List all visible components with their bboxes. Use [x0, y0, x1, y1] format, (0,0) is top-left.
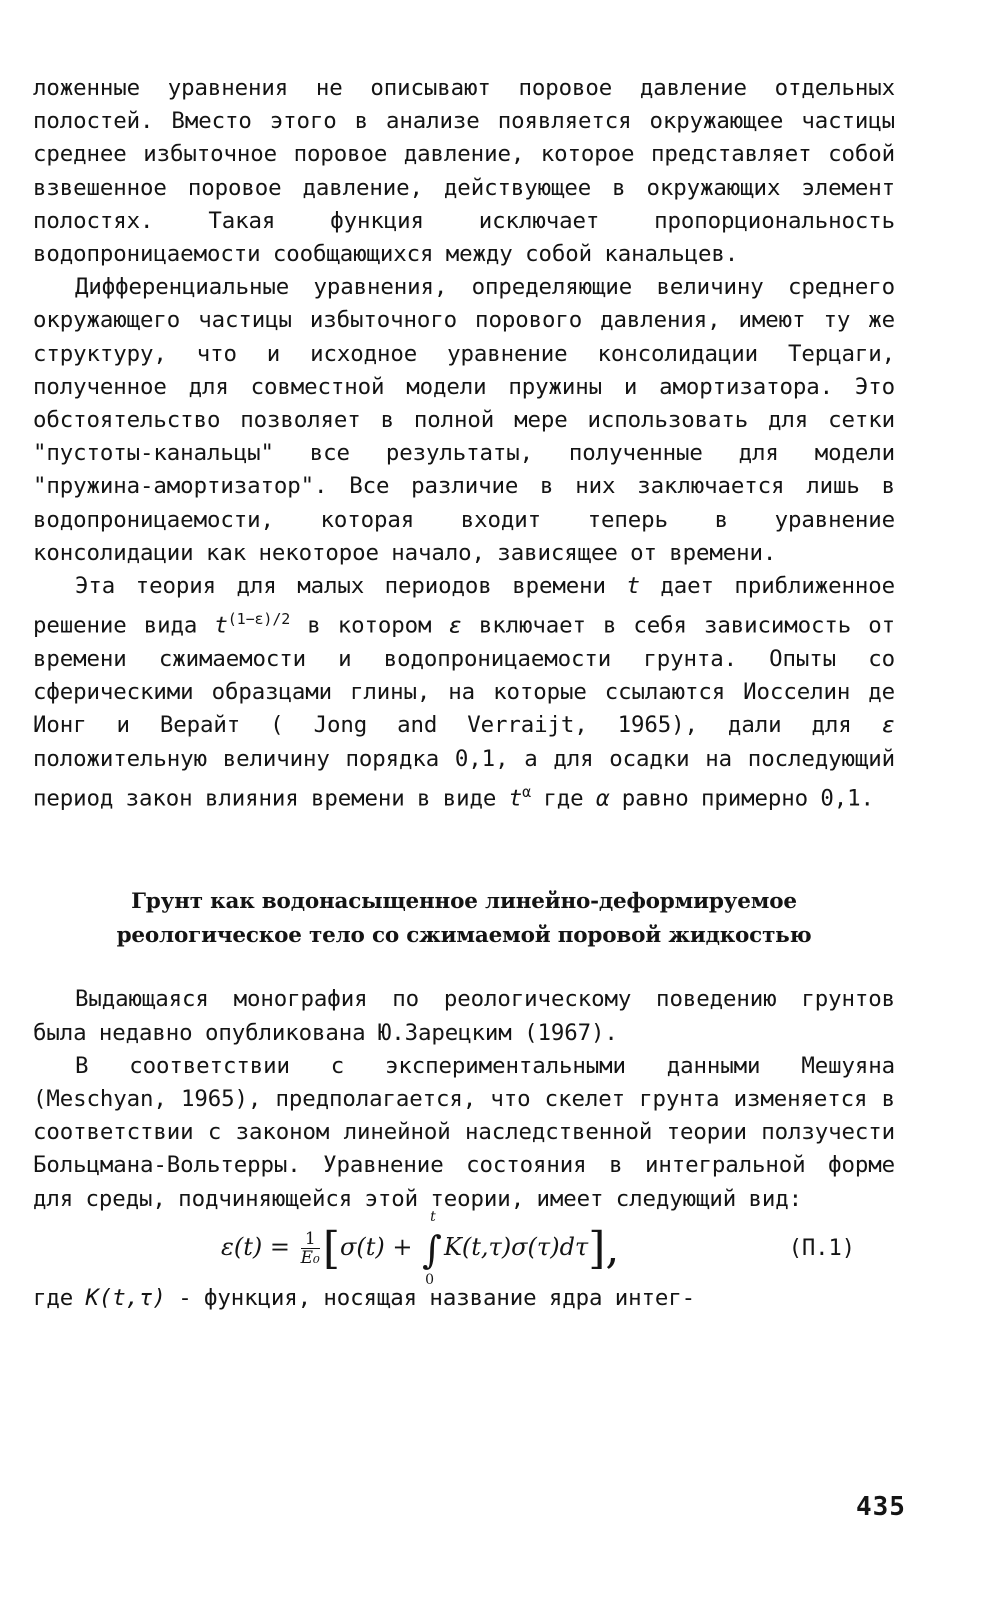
formula-fraction-denominator: E₀: [300, 1247, 320, 1268]
formula-term-1: σ(t) +: [340, 1232, 421, 1261]
math-t-alpha: t: [508, 785, 523, 812]
formula-term-2: K(t,τ)σ(τ)dτ: [443, 1232, 589, 1261]
page-content: [33, 72, 895, 1315]
math-alpha-sup: α: [522, 782, 532, 801]
formula-p1: [33, 1208, 895, 1288]
paragraph-6: где K(t,τ) - функция, носящая название ядра интег-: [33, 1284, 696, 1311]
math-epsilon-2: ε: [881, 712, 895, 739]
section-heading-line-1: Грунт как водонасыщенное линейно-деформируемое: [131, 889, 797, 915]
math-epsilon: ε: [448, 612, 462, 639]
paragraph-2: Дифференциальные уравнения, определяющие величину среднего окружающего частицы избыточного порового давления, имеют ту же структуру, что и исходное уравнение консолидации Терцаги, полученное для совместной модели пружины и амортизатора. Это обстоятельство позволяет в полной мере использовать для сетки "пустоты-канальцы" все результаты, полученные для модели "пружина-амортизатор". Все различие в них заключается лишь в водопроницаемости, которая входит теперь в уравнение консолидации как некоторое начало, зависящее от времени.: [33, 274, 895, 566]
formula-right-bracket: ],: [588, 1222, 620, 1274]
formula-lhs: ε(t) =: [221, 1232, 298, 1261]
integral-sign: t ∫ 0: [422, 1208, 442, 1288]
section-heading-line-2: реологическое тело со сжимаемой поровой жидкостью: [116, 923, 812, 949]
formula-fraction-numerator: 1: [301, 1230, 320, 1249]
math-power-exponent: (1−ε)/2: [227, 610, 291, 629]
integral-upper-limit: t: [430, 1208, 436, 1225]
math-kernel: K(t,τ): [85, 1284, 166, 1311]
paragraph-5: В соответствии с экспериментальными данными Мешуяна (Meschyan, 1965), предполагается, что скелет грунта изменяется в соответствии с законом линейной наследственной теории ползучести Больцмана-Вольтерры. Уравнение состояния в интегральной форме для среды, подчиняющейся этой теории, имеет следующий вид:: [33, 1052, 895, 1212]
formula-left-bracket: [: [322, 1222, 341, 1274]
paragraph-1: ложенные уравнения не описывают поровое давление отдельных полостей. Вместо этого в анализе появляется окружающее частицы среднее избыточное поровое давление, которое представляет собой взвешенное поровое давление, действующее в окружающих элемент полостях. Такая функция исключает пропорциональность водопроницаемости сообщающихся между собой канальцев.: [33, 75, 895, 268]
math-t: t: [626, 573, 640, 600]
equation-number: (П.1): [788, 1235, 855, 1261]
formula-fraction: [301, 1230, 320, 1267]
paragraph-3: Эта теория для малых периодов времени t дает приближенное решение вида $t^{(1-\varepsilon)/2}$ в котором ε включает в себя зависимость от времени сжимаемости и водопроницаемости грунта. Опыты со сферическими образцами глины, на которые ссылаются Иосселин де Ионг и Верайт ( Jong and Verraijt, 1965), дали для ε положительную величину порядка 0,1, а для осадки на последующий период закон влияния времени в виде $t^\alpha$ где α равно примерно 0,1.: [33, 573, 896, 812]
paragraph-4: Выдающаяся монография по реологическому поведению грунтов была недавно опубликована Ю.Зарецким (1967).: [33, 986, 895, 1046]
math-alpha: α: [595, 785, 610, 812]
formula-body: [221, 1208, 620, 1288]
page-number: 435: [856, 1492, 906, 1522]
math-power-base: t: [214, 612, 228, 639]
integral-lower-limit: 0: [425, 1271, 435, 1288]
